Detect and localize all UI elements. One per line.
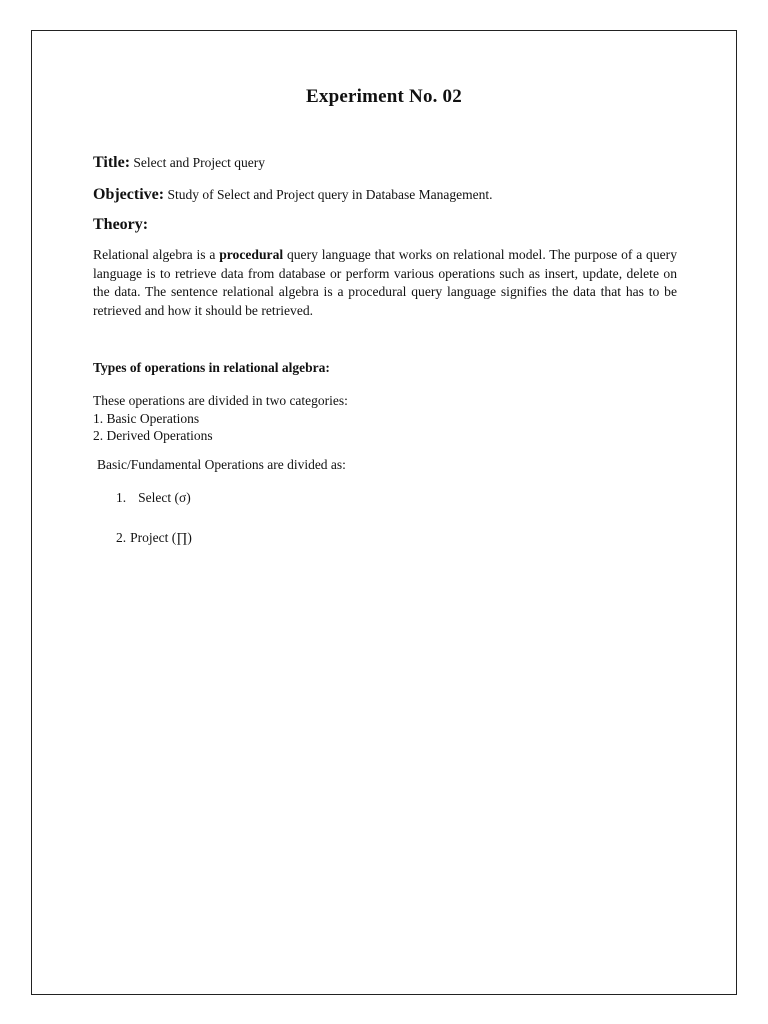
list-item (116, 490, 191, 506)
theory-heading: Theory: (93, 216, 149, 233)
objective-value: Study of Select and Project query in Database Management. (167, 187, 493, 202)
fundamental-intro: Basic/Fundamental Operations are divided as: (97, 457, 346, 472)
list-number: 2. (116, 530, 127, 545)
experiment-heading: Experiment No. 02 (306, 86, 462, 107)
title-value: Select and Project query (133, 155, 265, 170)
title-field (93, 154, 265, 172)
objective-field (93, 186, 492, 204)
page-border (31, 30, 737, 995)
list-text: Select (σ) (138, 490, 191, 505)
categories-block (93, 392, 348, 445)
types-heading: Types of operations in relational algebra: (93, 360, 330, 375)
category-item: 1. Basic Operations (93, 410, 200, 426)
theory-text-start: Relational algebra is a (93, 247, 220, 262)
theory-paragraph (93, 246, 677, 320)
categories-intro: These operations are divided in two categories: (93, 393, 348, 408)
theory-text-rest: query language that works on relational model. The purpose of a query language is to retrieve data from database or perform various operations such as insert, update, delete on the data. The sentence relational algebra is a procedural query language signifies the data that has to be retrieved and how it should be retrieved. (93, 247, 677, 318)
title-label: Title: (93, 154, 131, 171)
list-number: 1. (116, 490, 127, 505)
theory-bold-word: procedural (219, 247, 284, 262)
category-item: 2. Derived Operations (93, 428, 213, 443)
list-item (116, 530, 192, 546)
objective-label: Objective: (93, 186, 165, 203)
list-text: Project (∏) (130, 530, 192, 545)
